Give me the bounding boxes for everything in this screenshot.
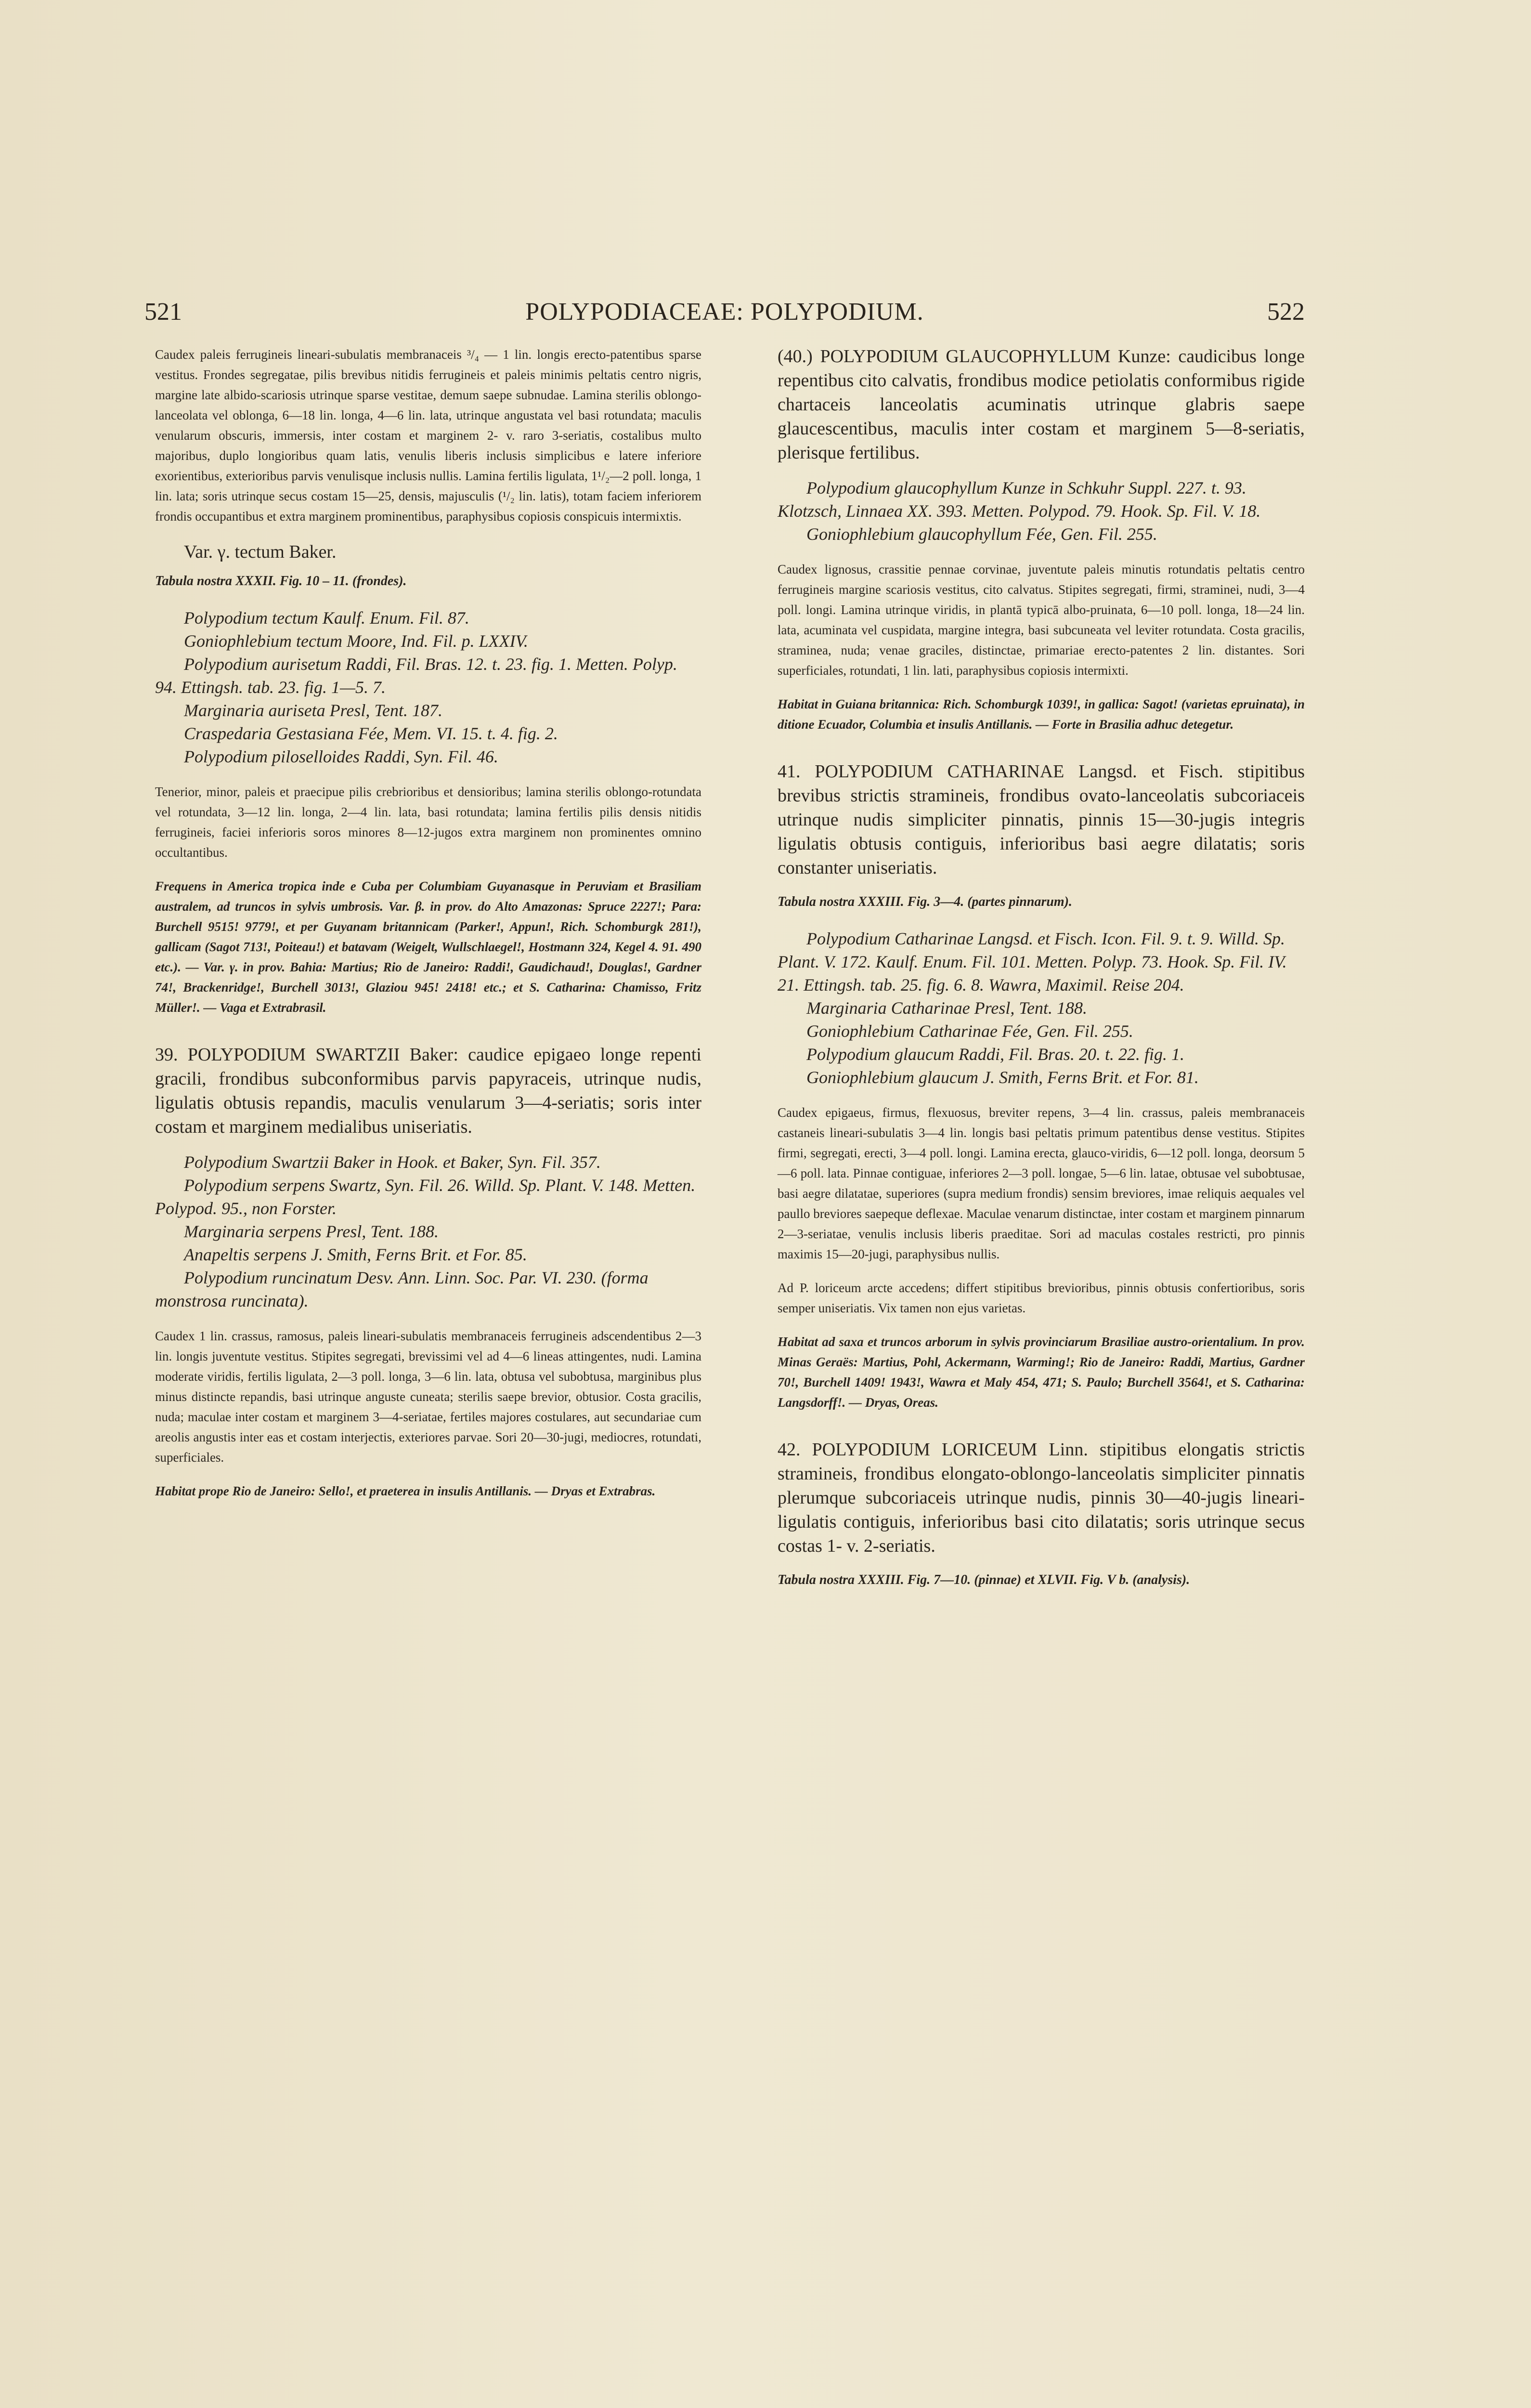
- species-40-description: Caudex lignosus, crassitie pennae corvinae, juventute paleis minutis rotundatis peltatis centro ferrugineis margine scariosis vestitus, cito calvatus. Stipites segregati, firmi, straminei, nudi, 3—4 poll. longi. Lamina utrinque viridis, in plantā typicā albo-pruinata, 6—10 poll. longa, 18—24 lin. lata, acuminata vel cuspidata, margine integra, basi subcuneata vel leviter rotundata. Costa gracilis, straminea, nuda; venae graciles, distinctae, primariae erecto-patentes 2 lin. distantes. Sori superficiales, rotundati, 1 lin. lati, paraphysibus copiosis intermixti.: [778, 562, 1305, 678]
- running-title: POLYPODIACEAE: POLYPODIUM.: [525, 298, 924, 326]
- variety-synonyms: [155, 606, 701, 768]
- species-41-note: Ad P. loriceum arcte accedens; differt stipitibus brevioribus, pinnis obtusis confertioribus, soris semper uniseriatis. Vix tamen non ejus varietas.: [778, 1281, 1305, 1315]
- left-column: [155, 344, 701, 1515]
- species-39-synonyms: [155, 1151, 701, 1312]
- right-page-number: 522: [1267, 298, 1305, 326]
- running-header: [144, 298, 1305, 336]
- right-column: [778, 344, 1305, 1605]
- variety-tabula: Tabula nostra XXXII. Fig. 10 – 11. (frondes).: [155, 574, 407, 589]
- synonym-line: Polypodium runcinatum Desv. Ann. Linn. Soc. Par. VI. 230. (forma monstrosa runcinata).: [155, 1268, 649, 1310]
- species-41-tabula: Tabula nostra XXXIII. Fig. 3—4. (partes pinnarum).: [778, 894, 1073, 909]
- synonym-line: Marginaria auriseta Presl, Tent. 187.: [184, 701, 443, 720]
- species-40-synonyms: [778, 476, 1305, 546]
- synonym-line: Goniophlebium glaucophyllum Fée, Gen. Fil. 255.: [806, 524, 1157, 544]
- species-40-heading: (40.) POLYPODIUM GLAUCOPHYLLUM Kunze: caudicibus longe repentibus cito calvatis, frondibus modice petiolatis conformibus rigide chartaceis lanceolatis acuminatis utrinque glabris saepe glaucescentibus, maculis inter costam et marginem 5—8-seriatis, plerisque fertilibus.: [778, 346, 1305, 463]
- species-42-heading: 42. POLYPODIUM LORICEUM Linn. stipitibus elongatis strictis stramineis, frondibus elongato-oblongo-lanceolatis simpliciter pinnatis plerumque subcoriaceis utrinque nudis, pinnis 30—40-jugis lineari-ligulatis contiguis, inferioribus basi cito dilatatis; soris utrinque secus costas 1- v. 2-seriatis.: [778, 1440, 1305, 1556]
- species-39-habitat: Habitat prope Rio de Janeiro: Sello!, et praeterea in insulis Antillanis. — Dryas et Extrabras.: [155, 1484, 656, 1498]
- synonym-line: Marginaria serpens Presl, Tent. 188.: [184, 1222, 439, 1241]
- variety-heading: Var. γ. tectum Baker.: [184, 542, 337, 562]
- synonym-line: Polypodium piloselloides Raddi, Syn. Fil. 46.: [184, 747, 498, 766]
- synonym-line: Polypodium tectum Kaulf. Enum. Fil. 87.: [184, 608, 469, 628]
- synonym-line: Goniophlebium Catharinae Fée, Gen. Fil. 255.: [806, 1021, 1133, 1041]
- species-42-tabula: Tabula nostra XXXIII. Fig. 7—10. (pinnae) et XLVII. Fig. V b. (analysis).: [778, 1572, 1190, 1587]
- species-41-synonyms: [778, 927, 1305, 1089]
- synonym-line: Polypodium glaucum Raddi, Fil. Bras. 20. t. 22. fig. 1.: [806, 1045, 1184, 1064]
- variety-habitat: Frequens in America tropica inde e Cuba per Columbiam Guyanasque in Peruviam et Brasiliam australem, ad truncos in sylvis umbrosis. Var. β. in prov. do Alto Amazonas: Spruce 2227!; Para: Burchell 9515! 9779!, et per Guyanam britannicam (Parker!, Appun!, Rich. Schomburgk 281!), gallicam (Sagot 713!, Poiteau!) et batavam (Weigelt, Wullschlaegel!, Hostmann 324, Kegel 4. 91. 490 etc.). — Var. γ. in prov. Bahia: Martius; Rio de Janeiro: Raddi!, Gaudichaud!, Douglas!, Gardner 74!, Brackenridge!, Burchell 3013!, Glaziou 945! 2418! etc.; et S. Catharina: Chamisso, Fritz Müller!. — Vaga et Extrabrasil.: [155, 879, 701, 1015]
- synonym-line: Goniophlebium tectum Moore, Ind. Fil. p. LXXIV.: [184, 631, 528, 651]
- synonym-line: Polypodium Swartzii Baker in Hook. et Baker, Syn. Fil. 357.: [184, 1152, 601, 1172]
- synonym-line: Polypodium aurisetum Raddi, Fil. Bras. 12. t. 23. fig. 1. Metten. Polyp. 94. Ettingsh. tab. 23. fig. 1—5. 7.: [155, 654, 677, 697]
- synonym-line: Anapeltis serpens J. Smith, Ferns Brit. et For. 85.: [184, 1245, 527, 1264]
- species-40-habitat: Habitat in Guiana britannica: Rich. Schomburgk 1039!, in gallica: Sagot! (varietas epruinata), in ditione Ecuador, Columbia et insulis Antillanis. — Forte in Brasilia adhuc detegetur.: [778, 697, 1305, 732]
- species-41-description: Caudex epigaeus, firmus, flexuosus, breviter repens, 3—4 lin. crassus, paleis membranaceis castaneis lineari-subulatis 3—4 lin. longis basi peltatis primum patentibus dense vestitus. Stipites firmi, segregati, erecti, 3—4 poll. longi. Lamina erecta, glauco-viridis, 6—12 poll. longa, deorsum 5—6 poll. lata. Pinnae contiguae, inferiores 2—3 poll. longae, 5—6 lin. latae, obtusae vel subobtusae, basi aegre dilatatae, superiores (supra medium frondis) sensim breviores, imae reliquis aequales vel paullo breviores saepeque deflexae. Maculae venarum distinctae, inter costam et marginem pinnarum 2—3-seriatae, venulis inclusis liberis praeditae. Sori ad maculas costales restricti, pro pinnis maximis 15—20-jugi, paraphysibus nullis.: [778, 1105, 1305, 1261]
- synonym-line: Polypodium Catharinae Langsd. et Fisch. Icon. Fil. 9. t. 9. Willd. Sp. Plant. V. 172. Kaulf. Enum. Fil. 101. Metten. Polyp. 73. Hook. Sp. Fil. IV. 21. Ettingsh. tab. 25. fig. 6. 8. Wawra, Maximil. Reise 204.: [778, 929, 1287, 995]
- synonym-line: Goniophlebium glaucum J. Smith, Ferns Brit. et For. 81.: [806, 1068, 1199, 1087]
- variety-description: Tenerior, minor, paleis et praecipue pilis crebrioribus et densioribus; lamina sterilis oblongo-rotundata vel rotundata, 3—12 lin. longa, 2—4 lin. lata, basi rotundata; lamina fertilis pilis densis nitidis ferrugineis, faciei inferioris soros minores 8—12-jugos extra marginem non prominentes omnino occultantibus.: [155, 785, 701, 860]
- species-39-heading: 39. POLYPODIUM SWARTZII Baker: caudice epigaeo longe repenti gracili, frondibus subconformibus parvis papyraceis, utrinque nudis, ligulatis obtusis repandis, maculis venularum 3—4-seriatis; soris inter costam et marginem medialibus uniseriatis.: [155, 1045, 701, 1137]
- synonym-line: Polypodium serpens Swartz, Syn. Fil. 26. Willd. Sp. Plant. V. 148. Metten. Polypod. 95., non Forster.: [155, 1176, 696, 1218]
- synonym-line: Marginaria Catharinae Presl, Tent. 188.: [806, 998, 1088, 1018]
- species-41-habitat: Habitat ad saxa et truncos arborum in sylvis provinciarum Brasiliae austro-orientalium. In prov. Minas Geraës: Martius, Pohl, Ackermann, Warming!; Rio de Janeiro: Raddi, Martius, Gardner 70!, Burchell 1409! 1943!, Wawra et Maly 454, 471; S. Paulo; Burchell 3564!, et S. Catharina: Langsdorff!. — Dryas, Oreas.: [778, 1335, 1305, 1410]
- caudex-paragraph: Caudex paleis ferrugineis lineari-subulatis membranaceis ³/₄ — 1 lin. longis erecto-patentibus sparse vestitus. Frondes segregatae, pilis brevibus nitidis ferrugineis et paleis minimis peltatis centro nigris, margine late albido-scariosis utrinque sparse vestitae, demum saepe subnudae. Lamina sterilis oblongo-lanceolata vel oblonga, 6—18 lin. longa, 4—6 lin. lata, utrinque angustata vel basi rotundata; maculis venularum obscuris, immersis, inter costam et marginem 2- v. raro 3-seriatis, costalibus multo majoribus, duplo longioribus quam latis, venulis liberis inclusis simplicibus e latere inferiore exorientibus, exterioribus parvis venulisque inclusis nullis. Lamina fertilis ligulata, 1¹/₂—2 poll. longa, 1 lin. lata; soris utrinque secus costam 15—25, densis, majusculis (¹/₂ lin. latis), totam faciem inferiorem frondis occupantibus et extra marginem prominentibus, paraphysibus copiosis conspicuis intermixtis.: [155, 347, 701, 523]
- synonym-line: Craspedaria Gestasiana Fée, Mem. VI. 15. t. 4. fig. 2.: [184, 724, 558, 743]
- species-39-description: Caudex 1 lin. crassus, ramosus, paleis lineari-subulatis membranaceis ferrugineis adscendentibus 2—3 lin. longis juventute vestitus. Stipites segregati, brevissimi vel ad 4—6 lineas attingentes, nudi. Lamina moderate viridis, fertilis ligulata, 2—3 poll. longa, 3—6 lin. lata, obtusa vel subobtusa, marginibus plus minus distincte repandis, basi utrinque anguste cuneata; sterilis saepe brevior, obtusior. Costa gracilis, nuda; maculae inter costam et marginem 3—4-seriatae, fertiles majores costulares, aut secundariae cum areolis angustis inter eas et costam interjectis, exteriores parvae. Sori 20—30-jugi, mediocres, rotundati, superficiales.: [155, 1329, 701, 1465]
- species-41-heading: 41. POLYPODIUM CATHARINAE Langsd. et Fisch. stipitibus brevibus strictis stramineis, frondibus ovato-lanceolatis subcoriaceis utrinque nudis simpliciter pinnatis, pinnis 15—30-jugis integris ligulatis obtusis contiguis, inferioribus basi aegre dilatatis; soris constanter uniseriatis.: [778, 761, 1305, 878]
- left-page-number: 521: [144, 298, 182, 326]
- synonym-line: Polypodium glaucophyllum Kunze in Schkuhr Suppl. 227. t. 93. Klotzsch, Linnaea XX. 393. Metten. Polypod. 79. Hook. Sp. Fil. V. 18.: [778, 478, 1261, 521]
